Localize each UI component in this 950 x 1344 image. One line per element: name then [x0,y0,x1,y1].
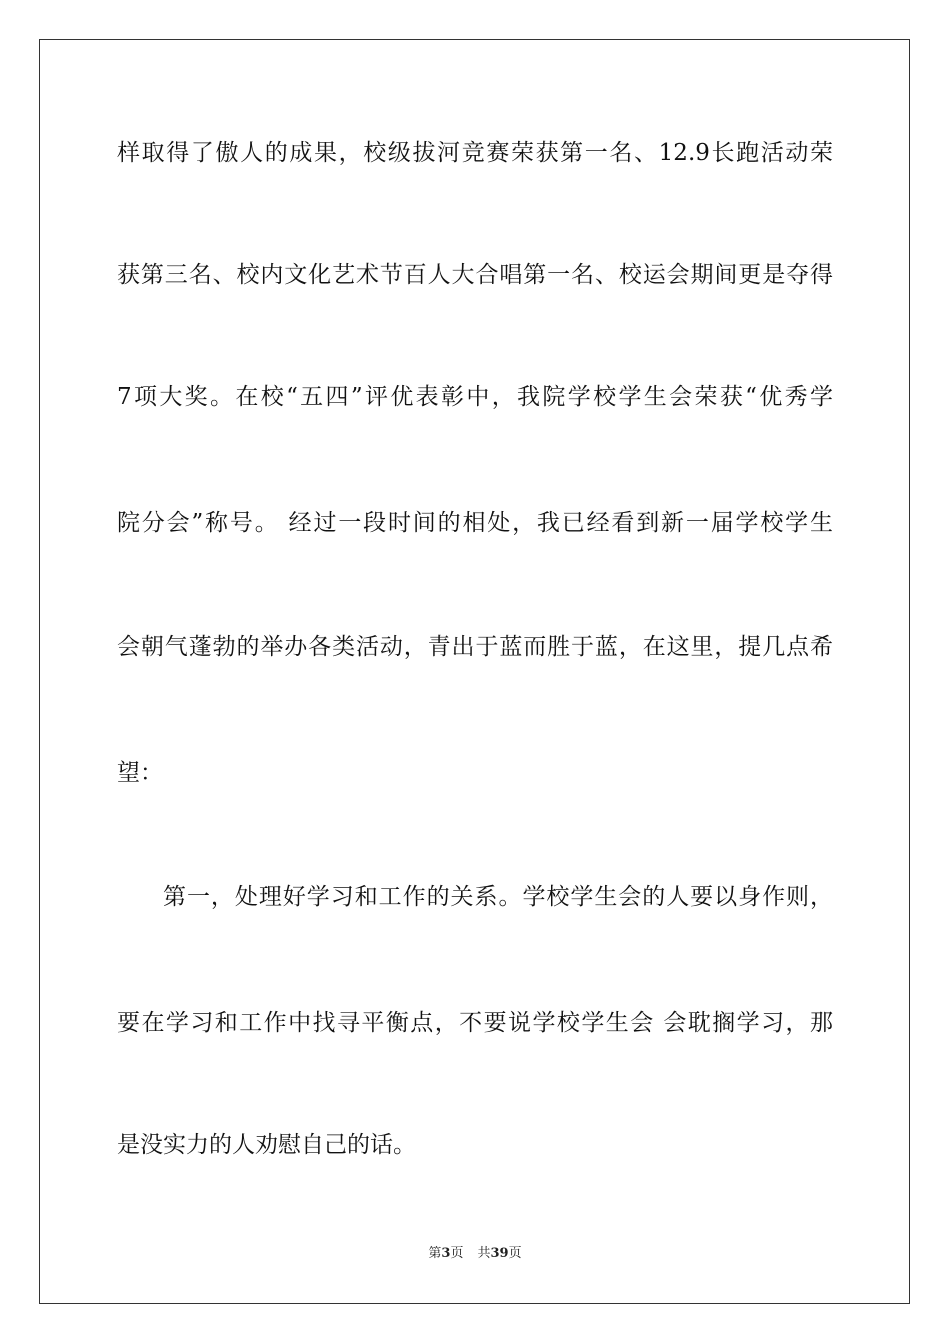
footer-total-pages: 39 [490,1246,509,1261]
footer-total-suffix: 页 [508,1246,522,1261]
footer-page-suffix: 页 [450,1246,464,1261]
body-line-6: 望： [117,760,163,786]
body-line-9: 是没实力的人劝慰自己的话。 [117,1132,416,1158]
page-border [39,39,910,1304]
footer-page-number: 3 [441,1246,451,1261]
body-line-4: 院分会”称号。 经过一段时间的相处，我已经看到新一届学校学生 [117,510,833,536]
body-line-5: 会朝气蓬勃的举办各类活动，青出于蓝而胜于蓝，在这里，提几点希 [117,634,833,660]
body-line-3: 7项大奖。在校“五四”评优表彰中，我院学校学生会荣获“优秀学 [117,384,833,410]
footer-total-prefix: 共 [477,1246,491,1261]
body-line-7: 第一，处理好学习和工作的关系。学校学生会的人要以身作则， [163,884,833,910]
footer-page-prefix: 第 [428,1246,442,1261]
page-footer [0,1246,950,1262]
body-line-2: 获第三名、校内文化艺术节百人大合唱第一名、校运会期间更是夺得 [117,262,833,288]
body-line-8: 要在学习和工作中找寻平衡点，不要说学校学生会 会耽搁学习，那 [117,1010,833,1036]
body-line-1: 样取得了傲人的成果，校级拔河竞赛荣获第一名、12.9长跑活动荣 [117,140,833,166]
